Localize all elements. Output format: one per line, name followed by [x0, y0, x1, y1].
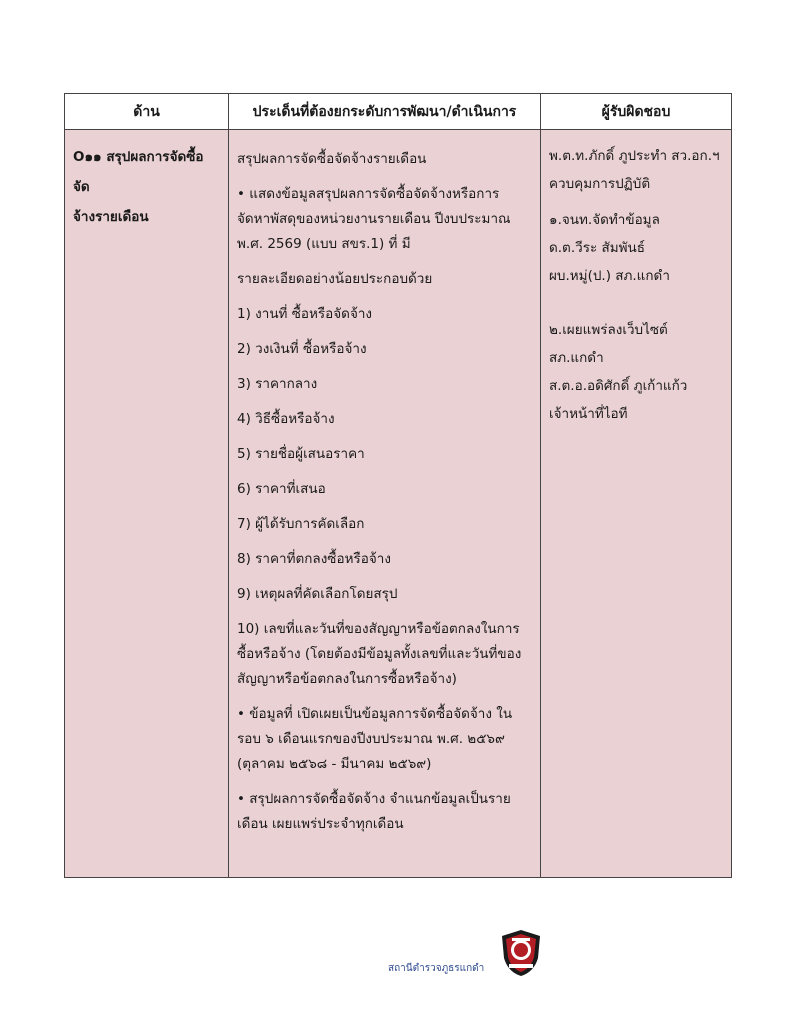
data-officer-role: ผบ.หมู่(ป.) สภ.แกดำ — [549, 268, 670, 284]
header-issue: ประเด็นที่ต้องยกระดับการพัฒนา/ดำเนินการ — [229, 94, 541, 130]
supervisor-role: ควบคุมการปฏิบัติ — [549, 176, 651, 192]
responsible-group-supervisor — [549, 142, 723, 198]
data-officer-name: ด.ต.วีระ สัมพันธ์ — [549, 240, 645, 256]
aspect-cell — [65, 130, 229, 877]
issue-item-10: 10) เลขที่และวันที่ของสัญญาหรือข้อตกลงในการซื้อหรือจ้าง (โดยต้องมีข้อมูลทั้งเลขที่และวันที่ของสัญญาหรือข้อตกลงในการซื้อหรือจ้าง) — [237, 621, 522, 687]
issue-item-1: 1) งานที่ ซื้อหรือจัดจ้าง — [237, 306, 373, 322]
issue-item-2: 2) วงเงินที่ ซื้อหรือจ้าง — [237, 341, 367, 357]
issue-bullet-2: • ข้อมูลที่ เปิดเผยเป็นข้อมูลการจัดซื้อจัดจ้าง ในรอบ ๖ เดือนแรกของปีงบประมาณ พ.ศ. ๒๕๖๙ (ตุลาคม ๒๕๖๘ - มีนาคม ๒๕๖๙) — [237, 706, 513, 772]
header-aspect: ด้าน — [65, 94, 229, 130]
web-officer-title: ๒.เผยแพร่ลงเว็บไซต์ สภ.แกดำ — [549, 322, 668, 366]
police-station-emblem-icon — [498, 928, 544, 978]
issue-item-4: 4) วิธีซื้อหรือจ้าง — [237, 411, 335, 427]
issue-bullet-1: • แสดงข้อมูลสรุปผลการจัดซื้อจัดจ้างหรือการจัดหาพัสดุของหน่วยงานรายเดือน ปีงบประมาณ พ.ศ. 2569 (แบบ สขร.1) ที่ มี — [237, 186, 511, 252]
issue-item-7: 7) ผู้ได้รับการคัดเลือก — [237, 516, 365, 532]
web-officer-name: ส.ต.อ.อดิศักดิ์ ภูเก้าแก้ว — [549, 378, 688, 394]
responsibility-table — [64, 93, 732, 878]
responsible-cell — [541, 130, 731, 877]
page-footer — [0, 928, 791, 988]
responsible-group-data — [549, 206, 723, 290]
issue-item-9: 9) เหตุผลที่คัดเลือกโดยสรุป — [237, 586, 398, 602]
supervisor-name: พ.ต.ท.ภักดิ์ ภูประทำ สว.อก.ฯ — [549, 148, 720, 164]
issue-item-6: 6) ราคาที่เสนอ — [237, 481, 326, 497]
aspect-line-1: O๑๑ สรุปผลการจัดซื้อจัด — [73, 149, 204, 195]
header-responsible: ผู้รับผิดชอบ — [541, 94, 731, 130]
issue-item-3: 3) ราคากลาง — [237, 376, 318, 392]
issue-cell — [229, 130, 541, 877]
issue-detail-intro: รายละเอียดอย่างน้อยประกอบด้วย — [237, 271, 433, 287]
aspect-line-2: จ้างรายเดือน — [73, 209, 149, 225]
responsible-group-web — [549, 316, 723, 428]
web-officer-role: เจ้าหน้าที่ไอที — [549, 406, 628, 422]
issue-heading: สรุปผลการจัดซื้อจัดจ้างรายเดือน — [237, 151, 427, 167]
footer-station-name: สถานีตำรวจภูธรแกดำ — [388, 963, 485, 974]
issue-item-5: 5) รายชื่อผู้เสนอราคา — [237, 446, 365, 462]
data-officer-title: ๑.จนท.จัดทำข้อมูล — [549, 212, 660, 228]
issue-bullet-3: • สรุปผลการจัดซื้อจัดจ้าง จำแนกข้อมูลเป็นรายเดือน เผยแพร่ประจำทุกเดือน — [237, 791, 511, 832]
issue-item-8: 8) ราคาที่ตกลงซื้อหรือจ้าง — [237, 551, 391, 567]
spacer — [549, 298, 723, 316]
